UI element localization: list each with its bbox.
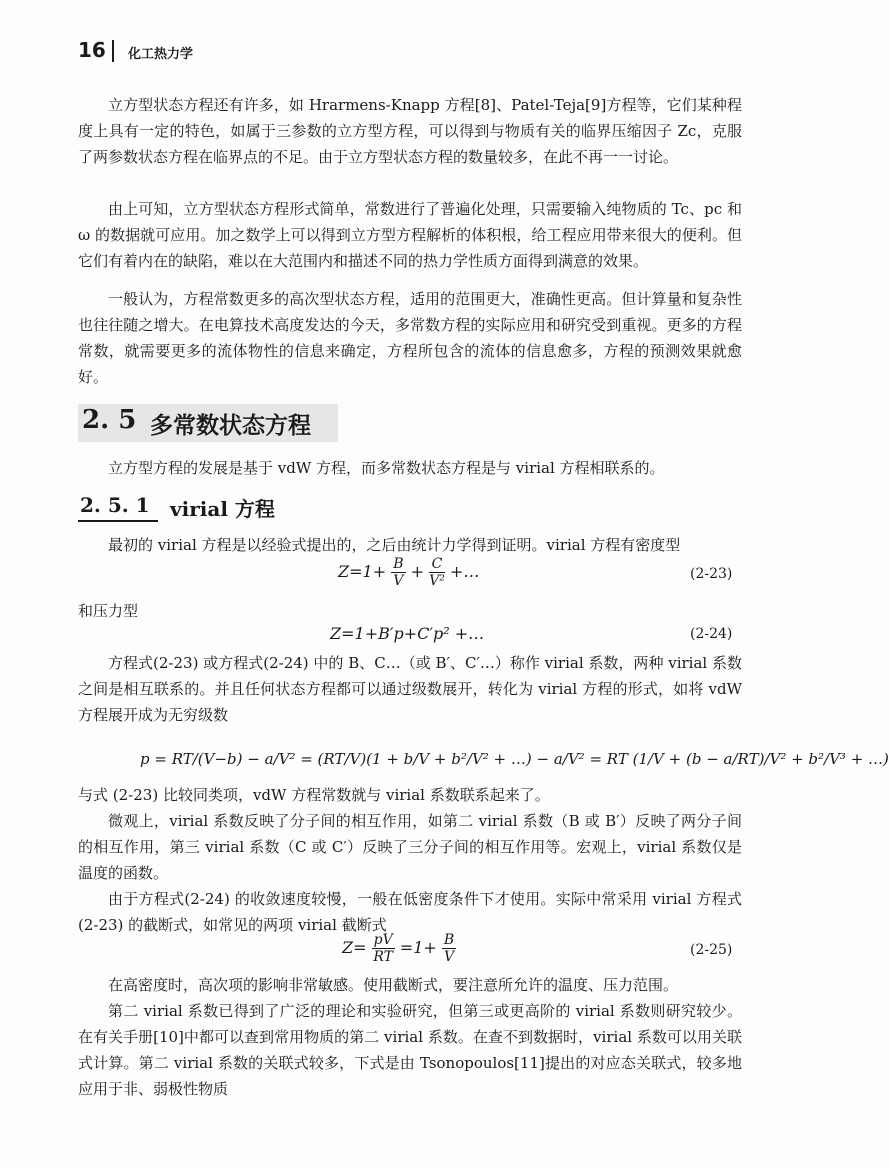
vdw-expansion-equation: p = RT/(V−b) − a/V² = (RT/V)(1 + b/V + b²/V² + …) − a/V² = RT (1/V + (b − a/RT)/V² + b²/V³ + …) [140, 750, 889, 768]
equation-2-23: Z=1+ $\frac{B}{V}$ + $\frac{C}{\text{V²}}$ +… [338, 556, 480, 589]
equation-2-25: Z= $\frac{pV}{RT}$ =1+ $\frac{B}{V}$ [342, 932, 455, 965]
header-divider [112, 40, 114, 62]
equation-number-2-25: (2-25) [690, 942, 733, 958]
paragraph-2: 由上可知，立方型状态方程形式简单，常数进行了普遍化处理，只需要输入纯物质的 Tc、pc 和 ω 的数据就可应用。加之数学上可以得到立方型方程解析的体积根，给工程应用带来很大的便利。但它们有着内在的缺陷，难以在大范围内和描述不同的热力学性质方面得到满意的效果。 [78, 200, 742, 270]
paragraph-11: 在高密度时，高次项的影响非常敏感。使用截断式，要注意所允许的温度、压力范围。 [108, 976, 679, 994]
paragraph-8: 与式 (2-23) 比较同类项，vdW 方程常数就与 virial 系数联系起来了。 [78, 786, 550, 804]
equation-2-24: Z=1+B′p+C′p² +… [330, 624, 485, 643]
section-number: 2. 5 [82, 405, 137, 435]
paragraph-7: 方程式(2-23) 或方程式(2-24) 中的 B、C…（或 B′、C′…）称作 virial 系数，两种 virial 系数之间是相互联系的。并且任何状态方程都可以通过级数展开，转化为 virial 方程的形式，如将 vdW 方程展开成为无穷级数 [78, 654, 742, 724]
paragraph-4: 立方型方程的发展是基于 vdW 方程，而多常数状态方程是与 virial 方程相联系的。 [108, 459, 665, 477]
subsection-underline [78, 520, 158, 522]
subsection-number: 2. 5. 1 [80, 493, 150, 517]
paragraph-10: 由于方程式(2-24) 的收敛速度较慢，一般在低密度条件下才使用。实际中常采用 virial 方程式(2-23) 的截断式，如常见的两项 virial 截断式 [78, 890, 742, 934]
paragraph-12: 第二 virial 系数已得到了广泛的理论和实验研究，但第三或更高阶的 virial 系数则研究较少。在有关手册[10]中都可以查到常用物质的第二 virial 系数。在查不到数据时，virial 系数可以用关联式计算。第二 virial 系数的关联式较多，下式是由 Tsonopoulos[11]提出的对应态关联式，较多地应用于非、弱极性物质 [78, 1002, 742, 1098]
section-title: 多常数状态方程 [150, 413, 311, 439]
paragraph-9: 微观上，virial 系数反映了分子间的相互作用，如第二 virial 系数（B 或 B′）反映了两分子间的相互作用，第三 virial 系数（C 或 C′）反映了三分子间的相互作用等。宏观上，virial 系数仅是温度的函数。 [78, 812, 742, 882]
subsection-title: virial 方程 [170, 497, 275, 521]
paragraph-3: 一般认为，方程常数更多的高次型状态方程，适用的范围更大，准确性更高。但计算量和复杂性也往往随之增大。在电算技术高度发达的今天，多常数方程的实际应用和研究受到重视。更多的方程常数，就需要更多的流体物性的信息来确定，方程所包含的流体的信息愈多，方程的预测效果就愈好。 [78, 290, 742, 386]
paragraph-1: 立方型状态方程还有许多，如 Hrarmens-Knapp 方程[8]、Patel-Teja[9]方程等，它们某种程度上具有一定的特色，如属于三参数的立方型方程，可以得到与物质有关的临界压缩因子 Zc，克服了两参数状态方程在临界点的不足。由于立方型状态方程的数量较多，在此不再一一讨论。 [78, 96, 742, 166]
paragraph-6: 和压力型 [78, 602, 139, 620]
page-number: 16 [78, 38, 106, 62]
paragraph-5: 最初的 virial 方程是以经验式提出的，之后由统计力学得到证明。virial 方程有密度型 [108, 536, 681, 554]
equation-number-2-23: (2-23) [690, 566, 733, 582]
running-title: 化工热力学 [128, 47, 194, 62]
equation-number-2-24: (2-24) [690, 626, 733, 642]
